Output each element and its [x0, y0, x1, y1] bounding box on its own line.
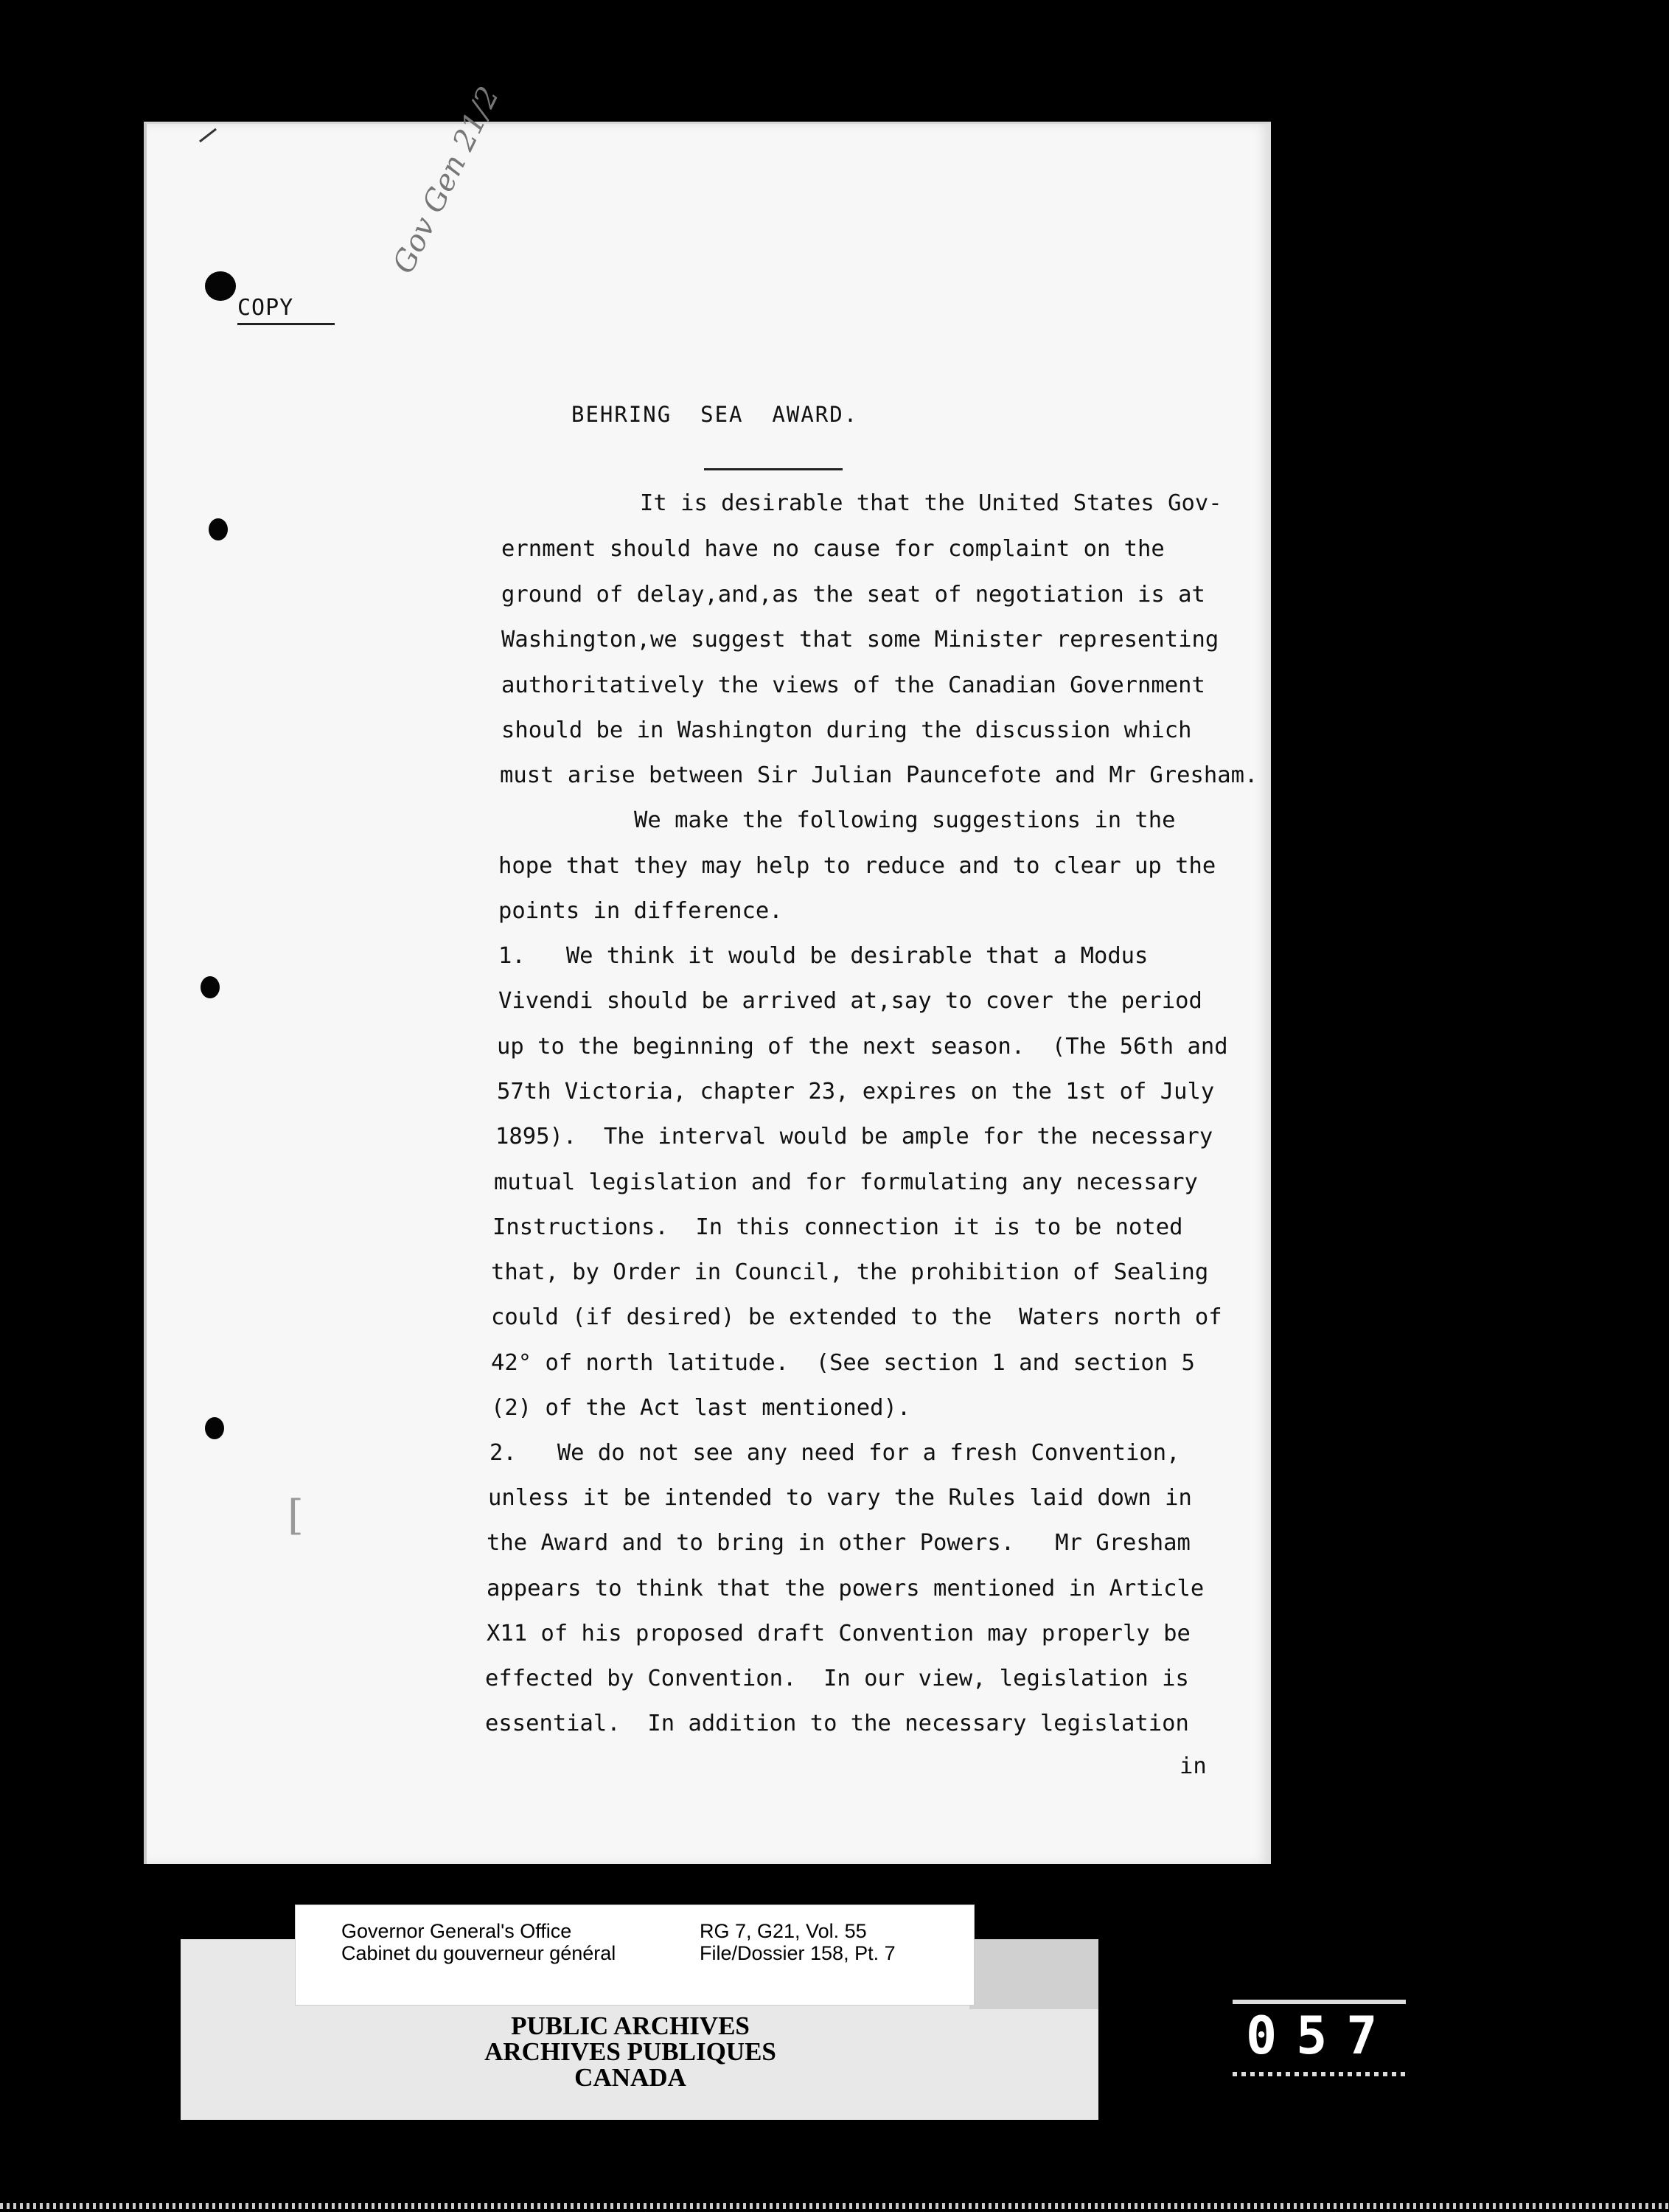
punch-hole: [201, 976, 220, 998]
reference-file: File/Dossier 158, Pt. 7: [700, 1942, 896, 1964]
copy-label: COPY: [237, 295, 294, 321]
body-line: authoritatively the views of the Canadian Government: [501, 672, 1205, 698]
document-title: BEHRING SEA AWARD.: [571, 402, 859, 427]
body-line: that, by Order in Council, the prohibition of Sealing: [491, 1259, 1209, 1285]
body-line: must arise between Sir Julian Pauncefote and Mr Gresham.: [500, 762, 1258, 788]
film-perforation: [1233, 2072, 1410, 2076]
handwritten-note: Gov Gen 21/2: [386, 81, 506, 279]
body-line: ground of delay,and,as the seat of negotiation is at: [501, 582, 1205, 608]
title-rule: [704, 468, 843, 470]
pencil-bracket-mark: [: [288, 1492, 304, 1540]
film-edge: [0, 2203, 1669, 2209]
body-line: appears to think that the powers mentioned in Article: [487, 1576, 1205, 1601]
frame-number: 057: [1246, 2006, 1397, 2066]
archives-stamp-line: ARCHIVES PUBLIQUES: [484, 2037, 776, 2066]
copy-underline: [237, 323, 335, 325]
archive-mount-shadow: [969, 1939, 1098, 2009]
archive-reference-label: [295, 1905, 975, 2006]
body-line: 2. We do not see any need for a fresh Convention,: [489, 1440, 1180, 1466]
body-line: 42° of north latitude. (See section 1 and section 5: [491, 1350, 1195, 1376]
body-line: We make the following suggestions in the: [634, 807, 1176, 833]
punch-hole: [205, 1417, 224, 1439]
body-line: points in difference.: [498, 898, 783, 924]
archives-stamp-line: CANADA: [574, 2063, 686, 2092]
frame-counter-bar: [1233, 2000, 1406, 2004]
body-line: (2) of the Act last mentioned).: [491, 1395, 911, 1421]
body-line: 1895). The interval would be ample for the necessary: [495, 1124, 1213, 1150]
body-line: effected by Convention. In our view, legislation is: [485, 1666, 1189, 1691]
body-line: essential. In addition to the necessary legislation: [485, 1711, 1189, 1736]
body-line: ernment should have no cause for complaint on the: [501, 536, 1165, 562]
public-archives-stamp: [413, 2013, 848, 2090]
catchword: in: [1180, 1753, 1207, 1779]
body-line: should be in Washington during the discussion which: [501, 717, 1192, 743]
body-line: Instructions. In this connection it is to be noted: [492, 1214, 1183, 1240]
body-line: 1. We think it would be desirable that a Modus: [498, 943, 1149, 969]
body-line: unless it be intended to vary the Rules laid down in: [488, 1485, 1192, 1511]
body-line: could (if desired) be extended to the Waters north of: [491, 1304, 1222, 1330]
body-line: the Award and to bring in other Powers. Mr Gresham: [487, 1530, 1191, 1556]
office-name-en: Governor General's Office: [341, 1920, 572, 1942]
body-line: Washington,we suggest that some Minister representing: [501, 627, 1219, 653]
body-line: mutual legislation and for formulating any necessary: [494, 1169, 1198, 1195]
office-name-fr: Cabinet du gouverneur général: [341, 1942, 616, 1964]
body-line: up to the beginning of the next season. (The 56th and: [497, 1034, 1228, 1060]
archives-stamp-line: PUBLIC ARCHIVES: [511, 2011, 750, 2040]
reference-volume: RG 7, G21, Vol. 55: [700, 1920, 867, 1942]
body-line: Vivendi should be arrived at,say to cover the period: [498, 988, 1202, 1014]
punch-hole-top: [205, 271, 236, 301]
punch-hole: [209, 518, 228, 540]
body-line: hope that they may help to reduce and to clear up the: [498, 853, 1216, 879]
body-line: It is desirable that the United States Gov-: [640, 490, 1222, 516]
body-line: X11 of his proposed draft Convention may properly be: [487, 1621, 1191, 1646]
body-line: 57th Victoria, chapter 23, expires on the 1st of July: [497, 1079, 1215, 1105]
